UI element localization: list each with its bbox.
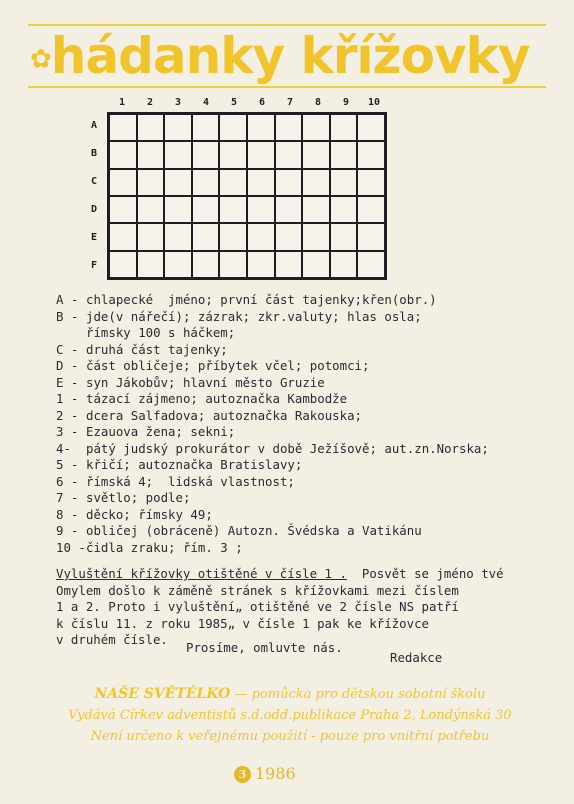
column-number: 4 (202, 97, 210, 108)
clue-item (56, 424, 556, 441)
grid-cell[interactable] (357, 223, 385, 250)
column-number: 3 (174, 97, 182, 108)
grid-cell[interactable] (330, 169, 358, 196)
column-number: 5 (230, 97, 238, 108)
publisher-line: Vydává Církev adventistů s.d.odd.publikace Praha 2, Londýnská 30 (68, 708, 512, 723)
grid-cell[interactable] (330, 114, 358, 141)
clue-key: B - (56, 308, 79, 324)
grid-cell[interactable] (192, 169, 220, 196)
clue-key: A - (56, 292, 79, 307)
clue-text: děcko; římsky 49; (86, 506, 213, 522)
clue-key: 6 - (56, 473, 79, 489)
grid-cell[interactable] (302, 196, 330, 223)
grid-cell[interactable] (192, 114, 220, 141)
grid-cell[interactable] (192, 196, 220, 223)
grid-cell[interactable] (219, 223, 247, 250)
grid-cell[interactable] (247, 141, 275, 168)
grid-cell[interactable] (164, 169, 192, 196)
note-line: 1 a 2. Proto i vyluštění„ otištěné ve 2 čísle NS patří (56, 599, 459, 614)
grid-cell[interactable] (219, 251, 247, 278)
clue-key (56, 325, 86, 342)
solution-text: Posvět se jméno tvé (346, 566, 504, 581)
note-line: Omylem došlo k záměně stránek s křížovkami mezi číslem (56, 582, 459, 598)
column-number: 1 (118, 97, 126, 108)
clue-key: 8 - (56, 506, 79, 522)
crossword-grid (107, 112, 387, 280)
title-text: hádanky křížovky (50, 27, 530, 85)
row-letter: A (90, 120, 98, 131)
clue-key: D - (56, 358, 79, 373)
clue-item (56, 325, 556, 342)
grid-cell[interactable] (330, 223, 358, 250)
column-number: 10 (367, 97, 381, 108)
grid-cell[interactable] (109, 169, 137, 196)
column-number: 2 (146, 97, 154, 108)
clue-text: tázací zájmeno; autoznačka Kambodže (86, 391, 348, 406)
row-letter: C (90, 176, 98, 187)
clue-item (56, 540, 556, 557)
clue-text: dcera Salfadova; autoznačka Rakouska; (86, 407, 363, 423)
grid-cell[interactable] (247, 196, 275, 223)
row-letter: B (90, 148, 98, 159)
clue-item (56, 292, 556, 309)
grid-cell[interactable] (137, 114, 165, 141)
clue-text: římsky 100 s háčkem; (86, 325, 236, 340)
footer (40, 684, 540, 747)
grid-cell[interactable] (164, 251, 192, 278)
clue-key: E - (56, 374, 79, 390)
column-numbers (108, 97, 388, 111)
clue-text: Ezauova žena; sekni; (86, 424, 236, 439)
grid-cell[interactable] (192, 141, 220, 168)
publication-description: — pomůcka pro dětskou sobotní školu (230, 687, 486, 702)
grid-cell[interactable] (330, 251, 358, 278)
column-number: 8 (314, 97, 322, 108)
grid-cell[interactable] (137, 251, 165, 278)
grid-cell[interactable] (275, 196, 303, 223)
usage-line: Není určeno k veřejnému použití - pouze pro vnitřní potřebu (90, 729, 490, 744)
grid-cell[interactable] (109, 141, 137, 168)
grid-cell[interactable] (137, 223, 165, 250)
clue-item (56, 507, 556, 524)
grid-cell[interactable] (357, 141, 385, 168)
publication-name: NAŠE SVĚTÉLKO (94, 686, 231, 702)
solution-heading: Vyluštění křížovky otištěné v čísle 1 . (56, 566, 347, 581)
clue-text: římská 4; lidská vlastnost; (86, 473, 295, 489)
grid-cell[interactable] (302, 141, 330, 168)
grid-cell[interactable] (275, 169, 303, 196)
row-letter: E (90, 232, 98, 243)
header-rule-bottom (28, 86, 546, 88)
grid-cell[interactable] (109, 223, 137, 250)
grid-cell[interactable] (357, 251, 385, 278)
grid-cell[interactable] (275, 141, 303, 168)
flower-ornament-icon: ✿ (30, 44, 51, 75)
clue-item (56, 309, 556, 326)
clue-key: 10 - (56, 539, 86, 555)
grid-cell[interactable] (109, 251, 137, 278)
clue-item (56, 474, 556, 491)
grid-cell[interactable] (357, 114, 385, 141)
grid-cell[interactable] (357, 196, 385, 223)
column-number: 9 (342, 97, 350, 108)
clue-text: křičí; autoznačka Bratislavy; (86, 457, 303, 472)
clue-item (56, 358, 556, 375)
clue-item (56, 375, 556, 392)
grid-cell[interactable] (164, 114, 192, 141)
grid-cell[interactable] (330, 141, 358, 168)
clue-item (56, 391, 556, 408)
clue-key: 2 - (56, 407, 79, 423)
grid-cell[interactable] (109, 114, 137, 141)
grid-cell[interactable] (192, 223, 220, 250)
clue-list (56, 292, 556, 556)
column-number: 7 (286, 97, 294, 108)
clue-key: 5 - (56, 457, 79, 472)
grid-cell[interactable] (164, 196, 192, 223)
grid-cell[interactable] (247, 223, 275, 250)
grid-cell[interactable] (219, 196, 247, 223)
grid-cell[interactable] (302, 251, 330, 278)
clue-item (56, 490, 556, 507)
issue-marker (234, 764, 296, 783)
grid-cell[interactable] (275, 251, 303, 278)
clue-key: 3 - (56, 424, 79, 439)
clue-item (56, 408, 556, 425)
clue-key: 9 - (56, 523, 79, 538)
clue-key: C - (56, 341, 79, 357)
clue-text: pátý judský prokurátor v době Ježíšově; aut.zn.Norska; (86, 440, 489, 456)
grid-cell[interactable] (192, 251, 220, 278)
clue-text: čidla zraku; řím. 3 ; (86, 539, 243, 555)
clue-key: 1 - (56, 391, 79, 406)
clue-text: chlapecké jméno; první část tajenky;křen(obr.) (86, 292, 437, 307)
grid-cell[interactable] (164, 223, 192, 250)
grid-cell[interactable] (137, 141, 165, 168)
clue-key: 7 - (56, 490, 79, 505)
clue-item (56, 523, 556, 540)
grid-cell[interactable] (219, 169, 247, 196)
grid-cell[interactable] (137, 196, 165, 223)
clue-text: světlo; podle; (86, 490, 191, 505)
grid-cell[interactable] (275, 223, 303, 250)
grid-cell[interactable] (275, 114, 303, 141)
year: 1986 (255, 764, 296, 783)
grid-cell[interactable] (357, 169, 385, 196)
grid-cell[interactable] (109, 196, 137, 223)
clue-item (56, 457, 556, 474)
grid-cell[interactable] (247, 169, 275, 196)
grid-cell[interactable] (302, 114, 330, 141)
grid-cell[interactable] (247, 114, 275, 141)
grid-cell[interactable] (164, 141, 192, 168)
row-letter: F (90, 260, 98, 271)
solution-note (56, 566, 556, 649)
grid-cell[interactable] (247, 251, 275, 278)
row-letter: D (90, 204, 98, 215)
signature: Redakce (390, 650, 443, 665)
clue-text: jde(v nářečí); zázrak; zkr.valuty; hlas osla; (86, 308, 422, 324)
apology-text: Prosíme, omluvte nás. (186, 640, 343, 655)
grid-cell[interactable] (219, 141, 247, 168)
clue-text: obličej (obráceně) Autozn. Švédska a Vatikánu (86, 523, 422, 538)
column-number: 6 (258, 97, 266, 108)
note-line: k číslu 11. z roku 1985„ v čísle 1 pak ke křížovce (56, 615, 429, 631)
grid-cell[interactable] (219, 114, 247, 141)
grid-cell[interactable] (330, 196, 358, 223)
clue-text: druhá část tajenky; (86, 341, 228, 357)
note-line: v druhém čísle. (56, 632, 168, 647)
grid-cell[interactable] (137, 169, 165, 196)
grid-cell[interactable] (302, 169, 330, 196)
header-rule-top (28, 24, 546, 26)
clue-text: část obličeje; příbytek včel; potomci; (86, 358, 370, 373)
page-title (30, 28, 550, 86)
row-letters (86, 112, 106, 282)
clue-item (56, 342, 556, 359)
issue-number-badge: 3 (234, 766, 251, 783)
clue-key: 4- (56, 440, 71, 456)
grid-cell[interactable] (302, 223, 330, 250)
clue-item (56, 441, 556, 458)
clue-text: syn Jákobův; hlavní město Gruzie (86, 374, 325, 390)
